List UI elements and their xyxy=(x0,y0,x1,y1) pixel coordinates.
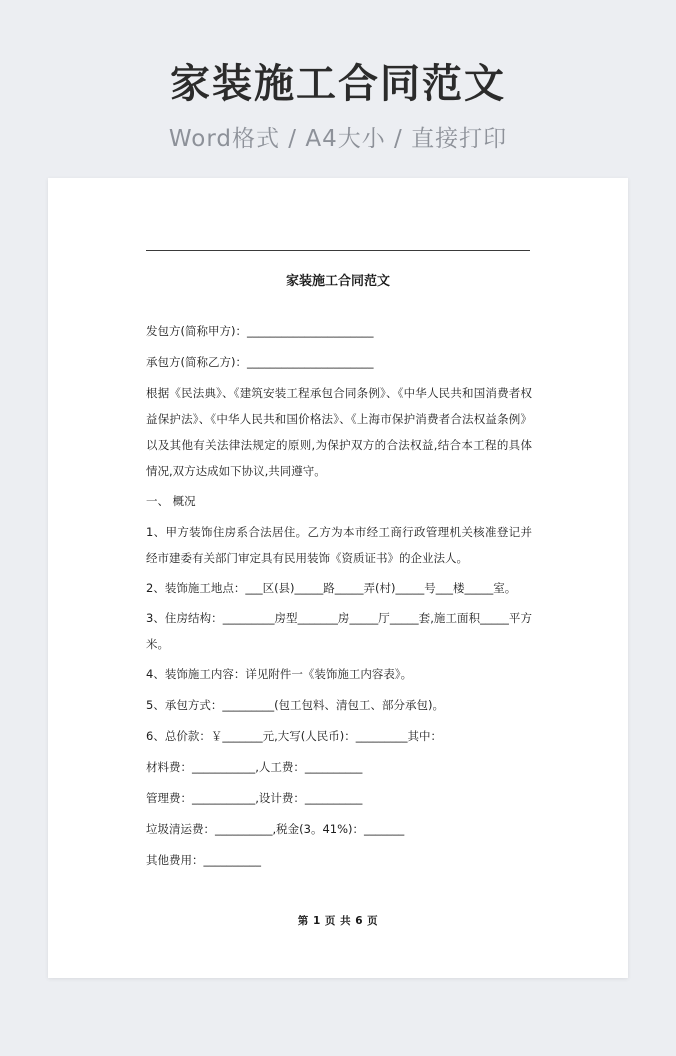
promo-banner xyxy=(0,0,676,172)
document-sheet xyxy=(48,178,628,978)
banner-title: 家装施工合同范文 xyxy=(170,61,506,107)
paragraph-item-5: 5、承包方式：_________(包工包料、清包工、部分承包)。 xyxy=(146,698,445,712)
paragraph-item-6: 6、总价款：￥_______元,大写(人民币)：_________其中： xyxy=(146,729,442,743)
paragraph-item-1: 1、甲方装饰住房系合法居住。乙方为本市经工商行政管理机关核准登记并经市建委有关部门审定具有民用装饰《资质证书》的企业法人。 xyxy=(146,525,532,565)
paragraph-item-2: 2、装饰施工地点：___区(县)_____路_____弄(村)_____号___楼_____室。 xyxy=(146,581,517,595)
paragraph-legal-basis: 根据《民法典》、《建筑安装工程承包合同条例》、《中华人民共和国消费者权益保护法》、《中华人民共和国价格法》、《上海市保护消费者合法权益条例》以及其他有关法律法规定的原则,为保护双方的合法权益,结合本工程的具体情况,双方达成如下协议,共同遵守。 xyxy=(146,386,532,478)
paragraph-party-a: 发包方(简称甲方)：______________________ xyxy=(146,324,374,338)
paragraph-cost-material-labor: 材料费：___________,人工费：__________ xyxy=(146,760,363,774)
paragraph-cost-management-design: 管理费：___________,设计费：__________ xyxy=(146,791,363,805)
paragraph-item-4: 4、装饰施工内容：详见附件一《装饰施工内容表》。 xyxy=(146,667,413,681)
header-divider xyxy=(146,250,530,251)
paragraph-party-b: 承包方(简称乙方)：______________________ xyxy=(146,355,374,369)
paragraph-cost-cleanup-tax: 垃圾清运费：__________,税金(3。41%)：_______ xyxy=(146,822,405,836)
document-sheet-inner xyxy=(48,178,628,978)
document-title: 家装施工合同范文 xyxy=(285,274,390,289)
heading-section-one: 一、 概况 xyxy=(146,494,196,508)
paragraph-item-3: 3、住房结构：_________房型_______房_____厅_____套,施工面积_____平方米。 xyxy=(146,611,532,651)
document-body xyxy=(146,318,532,878)
banner-subtitle: Word格式 / A4大小 / 直接打印 xyxy=(168,126,508,152)
paragraph-cost-other: 其他费用：__________ xyxy=(146,853,261,867)
page-footer: 第 1 页 共 6 页 xyxy=(297,915,379,927)
